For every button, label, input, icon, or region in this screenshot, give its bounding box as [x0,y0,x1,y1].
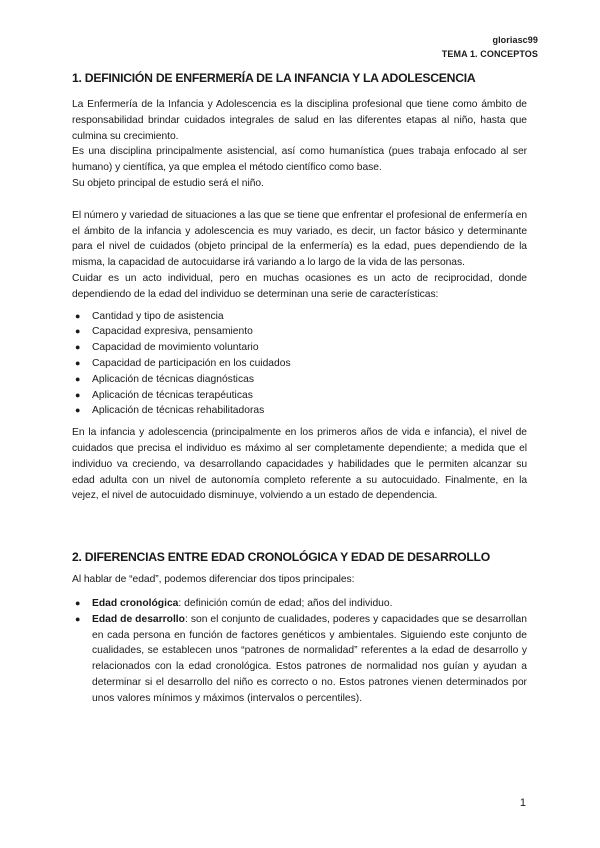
section1-paragraph: El número y variedad de situaciones a las que se tiene que enfrentar el profesional de enfermería en el ámbito de la infancia y adolescencia es muy variado, es decir, un factor básico y determinante para el nivel de cuidados (objeto principal de la enfermería) es la edad, pues dependiendo de la misma, la capacidad de autocuidarse irá variando a lo largo de la vida de las personas. [72,209,527,269]
section1-title: 1. DEFINICIÓN DE ENFERMERÍA DE LA INFANCIA Y LA ADOLESCENCIA [72,71,476,85]
section1-paragraph: En la infancia y adolescencia (principalmente en los primeros años de vida e infancia), el nivel de cuidados que precisa el individuo es máximo al ser completamente dependiente; a medida que el individuo va creciendo, va desarrollando capacidades y habilidades que le permiten alcanzar su edad adulta con un nivel de autonomía completo referente a su autocuidado. Finalmente, en la vejez, el nivel de autocuidado disminuye, volviendo a un estado de dependencia. [72,427,527,502]
list-item: ● Capacidad de participación en los cuidados [72,356,527,372]
bullet-icon: ● [75,310,81,321]
term: Edad de desarrollo [92,613,185,625]
list-item: ● Aplicación de técnicas rehabilitadoras [72,403,527,419]
page-content [72,70,527,707]
list-item: ● Aplicación de técnicas diagnósticas [72,372,527,388]
list-item: ● Edad cronológica: definición común de edad; años del individuo. [72,596,527,612]
bullet-icon: ● [75,405,81,416]
page-number: 1 [519,797,526,809]
bullet-icon: ● [75,613,81,624]
header-topic: TEMA 1. CONCEPTOS [441,49,538,59]
section2-title: 2. DIFERENCIAS ENTRE EDAD CRONOLÓGICA Y EDAD DE DESARROLLO [72,550,490,565]
term: Edad cronológica [92,597,179,609]
list-item: ● Edad de desarrollo: son el conjunto de cualidades, poderes y capacidades que se desarrollan en cada persona en función de factores genéticos y ambientales. Siguiendo este conjunto de cualidades, se establecen unos “patrones de normalidad” referentes a la edad de desarrollo y relacionados con la edad cronológica. Estos patrones de normalidad nos guían y ayudan a determinar si el desarrollo del niño es correcto o no. Estos patrones vienen determinados por unos valores mínimos y máximos (intervalos o percentiles). [75,613,527,704]
header-author: gloriasc99 [492,35,538,45]
section1-paragraph: Su objeto principal de estudio será el niño. [72,177,264,189]
characteristics-list [72,309,527,420]
bullet-icon: ● [75,357,81,368]
section1-paragraph: Es una disciplina principalmente asistencial, así como humanística (pues trabaja enfocado al ser humano) y científica, ya que emplea el método científico como base. [72,146,527,174]
bullet-icon: ● [75,342,81,353]
bullet-icon: ● [75,389,81,400]
list-item: ● Capacidad de movimiento voluntario [72,340,527,356]
list-item: ● Capacidad expresiva, pensamiento [72,324,527,340]
age-types-list [72,596,527,707]
section2-intro: Al hablar de “edad”, podemos diferenciar dos tipos principales: [72,574,355,586]
bullet-icon: ● [75,373,81,384]
list-item: ● Cantidad y tipo de asistencia [72,309,527,325]
bullet-icon: ● [75,326,81,337]
page-header [442,33,538,61]
bullet-icon: ● [75,597,81,608]
list-item: ● Aplicación de técnicas terapéuticas [72,388,527,404]
section1-paragraph: La Enfermería de la Infancia y Adolescencia es la disciplina profesional que tiene como ámbito de responsabilidad brindar cuidados integrales de salud en las diferentes etapas al niño, hasta que culmina su crecimiento. [72,99,527,142]
section1-paragraph: Cuidar es un acto individual, pero en muchas ocasiones es un acto de reciprocidad, donde dependiendo de la edad del individuo se determinan una serie de características: [72,272,527,300]
